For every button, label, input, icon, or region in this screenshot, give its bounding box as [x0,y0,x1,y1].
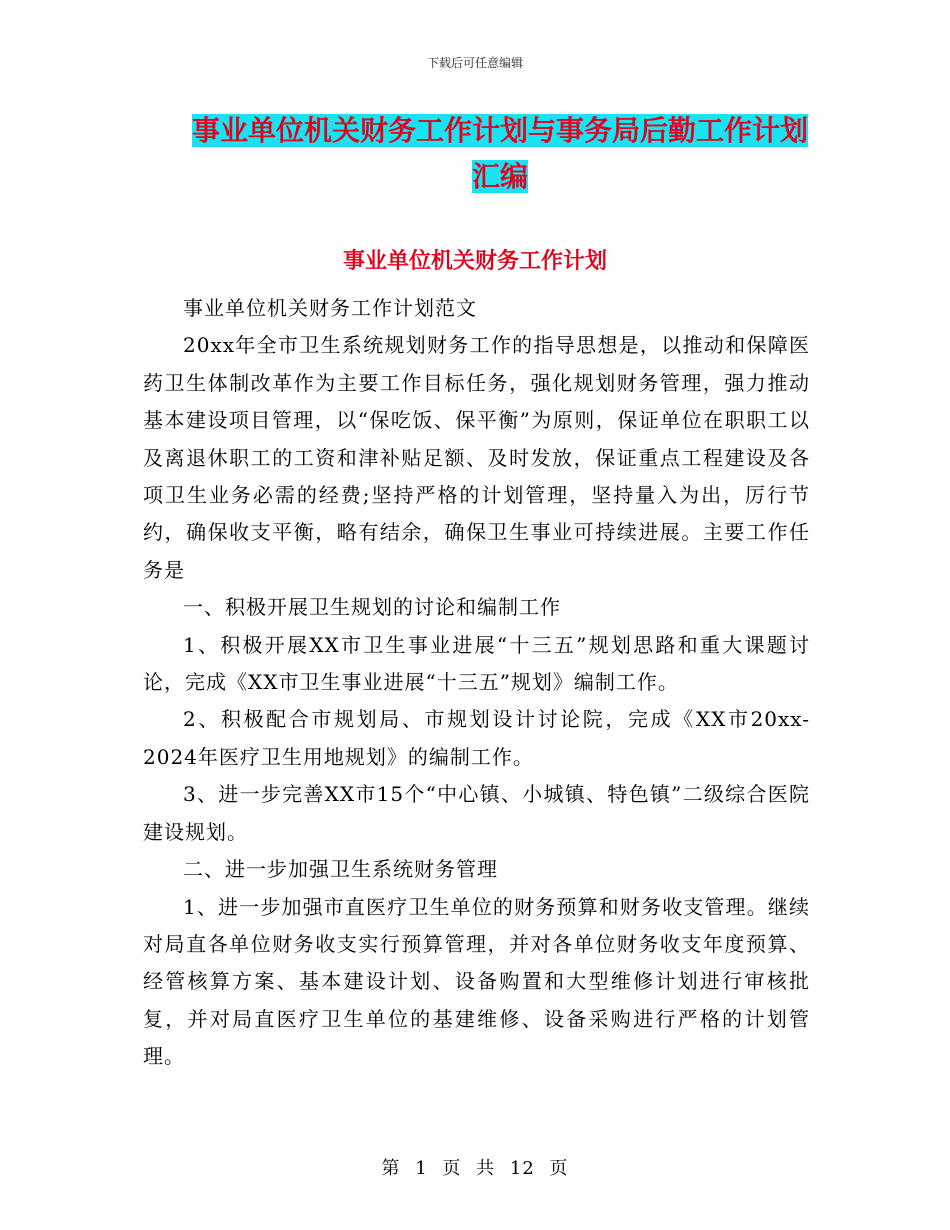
total-unit: 页 [549,1158,569,1179]
total-label: 共 [476,1158,496,1179]
page-current: 1 [415,1158,428,1179]
paragraph: 一、积极开展卫生规划的讨论和编制工作 [183,595,561,620]
page-label: 第 [381,1158,401,1179]
paragraph: 事业单位机关财务工作计划范文 [183,296,477,320]
document-title-text: 事业单位机关财务工作计划与事务局后勤工作计划汇编 [191,114,808,193]
section-title: 事业单位机关财务工作计划 [342,249,607,274]
document-body [143,290,810,1076]
page-footer [0,1154,950,1180]
document-title [190,108,810,200]
header-note: 下载后可任意编辑 [426,56,523,70]
paragraph: 2、积极配合市规划局、市规划设计讨论院，完成《XX市20xx-2024年医疗卫生用地规划》的编制工作。 [143,707,810,769]
page-total: 12 [509,1158,535,1179]
paragraph: 1、积极开展XX市卫生事业进展“十三五”规划思路和重大课题讨论，完成《XX市卫生事业进展“十三五”规划》编制工作。 [143,632,810,695]
paragraph: 3、进一步完善XX市15个“中心镇、小城镇、特色镇”二级综合医院建设规划。 [143,782,810,844]
paragraph: 1、进一步加强市直医疗卫生单位的财务预算和财务收支管理。继续对局直各单位财务收支实行预算管理，并对各单位财务收支年度预算、经管核算方案、基本建设计划、设备购置和大型维修计划进行审核批复，并对局直医疗卫生单位的基建维修、设备采购进行严格的计划管理。 [143,894,810,1069]
paragraph: 二、进一步加强卫生系统财务管理 [183,857,498,882]
paragraph: 20xx年全市卫生系统规划财务工作的指导思想是，以推动和保障医药卫生体制改革作为主要工作目标任务，强化规划财务管理，强力推动基本建设项目管理，以“保吃饭、保平衡”为原则，保证单位在职职工以及离退休职工的工资和津补贴足额、及时发放，保证重点工程建设及各项卫生业务必需的经费;坚持严格的计划管理，坚持量入为出，厉行节约，确保收支平衡，略有结余，确保卫生事业可持续进展。主要工作任务是 [143,333,810,582]
page-unit: 页 [442,1158,462,1179]
